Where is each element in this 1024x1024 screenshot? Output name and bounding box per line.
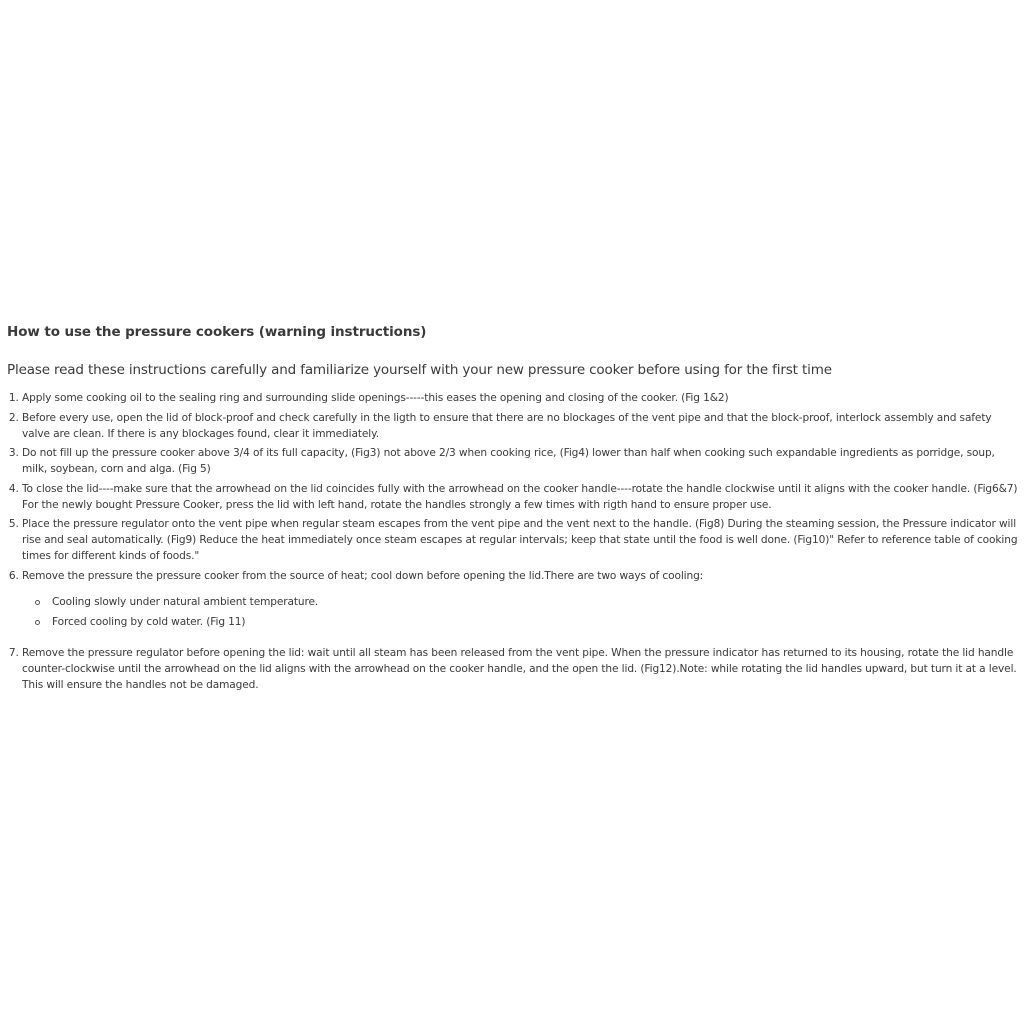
step-4 xyxy=(22,481,1019,513)
step-5 xyxy=(22,516,1019,564)
instructions-document xyxy=(7,322,1019,696)
step-2 xyxy=(22,410,1019,442)
step-4-text: To close the lid----make sure that the arrowhead on the lid coincides fully with the arrowhead on the cooker handle----rotate the handle clockwise until it aligns with the cooker handle. (Fig6&7) For the newly bought Pressure Cooker, press the lid with left hand, rotate the handles strongly a few times with rigth hand to ensure proper use. xyxy=(22,482,1018,511)
step-6 xyxy=(22,568,1019,630)
step-1 xyxy=(22,390,1019,406)
step-7-text: Remove the pressure regulator before opening the lid: wait until all steam has been released from the vent pipe. When the pressure indicator has returned to its housing, rotate the lid handle counter-clockwise until the arrowhead on the lid aligns with the arrowhead on the cooker handle, and the open the lid. (Fig12).Note: while rotating the lid handles upward, but turn it at a level. This will ensure the handles not be damaged. xyxy=(22,646,1017,691)
instruction-steps-list xyxy=(7,390,1019,693)
cooling-method-1: Cooling slowly under natural ambient temperature. xyxy=(34,594,1019,610)
step-1-text: Apply some cooking oil to the sealing ring and surrounding slide openings-----this eases the opening and closing of the cooker. (Fig 1&2) xyxy=(22,392,729,404)
cooling-methods-list xyxy=(22,594,1019,630)
cooling-method-2: Forced cooling by cold water. (Fig 11) xyxy=(34,614,1019,630)
page-title: How to use the pressure cookers (warning instructions) xyxy=(7,324,427,340)
step-3-text: Do not fill up the pressure cooker above 3/4 of its full capacity, (Fig3) not above 2/3 when cooking rice, (Fig4) lower than half when cooking such expandable ingredients as porridge, soup, milk, soybean, corn and alga. (Fig 5) xyxy=(22,447,995,475)
step-6-text: Remove the pressure the pressure cooker from the source of heat; cool down before opening the lid.There are two ways of cooling: xyxy=(22,569,704,582)
step-3 xyxy=(22,445,1019,477)
step-2-text: Before every use, open the lid of block-proof and check carefully in the ligth to ensure that there are no blockages of the vent pipe and that the block-proof, interlock assembly and safety valve are clean. If there is any blockages found, clear it immediately. xyxy=(22,411,992,440)
intro-paragraph: Please read these instructions carefully and familiarize yourself with your new pressure cooker before using for the first time xyxy=(7,362,832,378)
step-7 xyxy=(22,645,1019,693)
step-5-text: Place the pressure regulator onto the vent pipe when regular steam escapes from the vent pipe and the vent next to the handle. (Fig8) During the steaming session, the Pressure indicator will rise and seal automatically. (Fig9) Reduce the heat immediately once steam escapes at regular intervals; keep that state until the food is well done. (Fig10)" Refer to reference table of cooking times for different kinds of foods." xyxy=(22,518,1018,562)
